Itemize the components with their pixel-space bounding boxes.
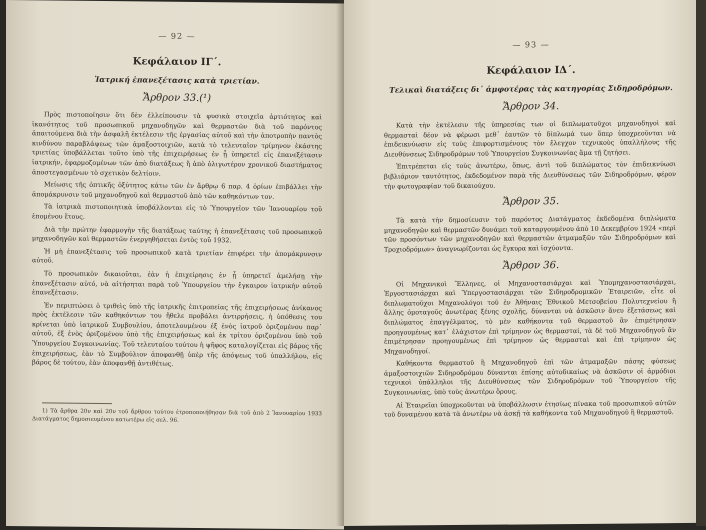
- article-heading: Ἄρθρον 33.(¹): [142, 92, 212, 105]
- article-heading: Ἄρθρον 34.: [502, 101, 560, 113]
- right-page: [344, 0, 696, 526]
- paragraph: Καθήκοντα θερμαστοῦ ἢ Μηχανοδηγοῦ ἐπὶ τῶν ἀτμαμαξῶν πάσης φύσεως ἁμαξοστοιχιῶν Σιδηροδρόμου δύνανται ἐπίσης αὐτοδικαίως νὰ ἀσκῶσιν οἱ ἁρμόδιοι τεχνικοὶ ὑπάλληλοι τῆς Διευθύνσεως τῶν Σιδηροδρόμων τοῦ Ὑπουργείου τῆς Συγκοινωνίας, ὑπὸ τοὺς ἀνωτέρω ὅρους.: [384, 357, 676, 397]
- page-number: — 92 —: [158, 31, 196, 41]
- paragraph: Τὰ ἰατρικὰ πιστοποιητικὰ ὑποβάλλονται εἰς τὸ Ὑπουργεῖον τῶν Ἰανουαρίου τοῦ ἑπομένου ἔτους.: [32, 202, 322, 221]
- paragraph: Τὰ κατὰ τὴν δημοσίευσιν τοῦ παρόντος Διατάγματος ἐκδεδομένα διπλώματα μηχανοδηγῶν καὶ θερμαστῶν δυνάμει τοῦ καταργουμένου ἀπὸ 10 Δεκεμβρίου 1924 «περὶ τῶν προσόντων τῶν μηχανοδηγῶν καὶ θερμαστῶν ἀτμαμαξῶν τῶν Σιδηροδρόμων καὶ Τροχιοδρόμων» ἀναγνωρίζονται ὡς ἔγκυρα καὶ ἰσχύοντα.: [384, 214, 676, 254]
- article-heading: Ἄρθρον 35.: [502, 196, 560, 208]
- paragraph: Οἱ Μηχανικοὶ Ἕλληνες, οἱ Μηχανοστασιάρχαι καὶ Ὑπομηχανοστασιάρχαι, Ἐργοστασιάρχαι καὶ Ὑπεργοστασιάρχαι τῶν Σιδηροδρομικῶν Ἑταιρειῶν, εἶτε οἱ διπλωματοῦχοι Μηχανολόγοι τοῦ ἐν Ἀθήναις Ἐθνικοῦ Μετσοβείου Πολυτεχνείου ἢ ἄλλης ὁμοταγοῦς ἀνωτέρας ξένης σχολῆς, δύνανται νὰ ἀσκῶσιν ἄνευ ἐξετάσεως καὶ διπλώματος ἐπαγγέλματος, τὸ μὲν καθήκοντα τοῦ θερμαστοῦ ἂν ἐπιμέτρησαν προηγουμένως κατ᾿ ἐλάχιστον ἐπὶ τρίμηνον ὡς θερμασταί, τὰ δὲ τοῦ Μηχανοδηγοῦ ἂν ἐπιμέτρησαν προηγουμένως ἐπὶ τρίμηνον ὡς θερμασταὶ καὶ ἐπὶ τρίμηνον ὡς Μηχανοδηγοί.: [384, 277, 676, 356]
- paragraph: Ἐν περιπτώσει ὁ τριθεὶς ὑπὸ τῆς ἰατρικῆς ἐπιτροπείας τῆς ἐπιχειρήσεως ἀνίκανος πρὸς ἐκτέλεσιν τῶν καθηκόντων του ἤθελε προβάλει ἀντιρρήσεις, ἡ ὑπόθεσις του κρίνεται ὑπὸ ἰατρικοῦ Συμβουλίου, ἀποτελουμένου ἐξ ἑνὸς ἰατροῦ ὁριζομένου παρ᾿ αὐτοῦ, ἐξ ἑνὸς ὁριζομένου ὑπὸ τῆς ἐπιχειρήσεως καὶ ἐκ τρίτου ὁριζομένου ὑπὸ τοῦ Ὑπουργείου Συγκοινωνίας. Τοῦ τελευταίου τούτου ἡ ψῆφος καταλογίζεται εἰς βάρος τῆς ἐπιχειρήσεως, ἐὰν τὸ Συμβούλιον ἀποφανθῇ ὑπὲρ τῆς ἀπόψεως τοῦ ὑπαλλήλου, εἰς βάρος δὲ τούτου, ἐὰν ἀποφανθῇ ἀντιθέτως.: [32, 301, 322, 369]
- page-number: — 93 —: [512, 40, 550, 50]
- article-heading: Ἄρθρον 36.: [502, 259, 560, 272]
- paragraph: Κατὰ τὴν ἐκτέλεσιν τῆς ὑπηρεσίας των οἱ διπλωματοῦχοι μηχανοδηγοὶ καὶ θερμασταὶ δέον νὰ φέρωσι μεθ᾿ ἑαυτῶν τὸ δίπλωμά των ὅπερ ὑποχρεοῦνται νὰ ἐπιδεικνύωσιν εἰς τοὺς ἐπιφορτισμένους τὸν ἔλεγχον τεχνικοὺς ὑπαλλήλους τῆς Διευθύνσεως Σιδηροδρόμων τοῦ Ὑπουργείου Συγκοινωνίας ἅμα τῇ ζητήσει.: [384, 119, 676, 159]
- footnote-divider: [42, 402, 112, 404]
- footnote: 1) Τὰ ἄρθρα 20ν καὶ 20ν τοῦ ἄρθρου τούτου ἐτροποποιήθησαν διὰ τοῦ ἀπὸ 2 Ἰανουαρίου 1933 Διατάγματος δημοσιευμένου κατωτέρω εἰς σελ. 96.: [32, 408, 322, 424]
- paragraph: Αἱ Ἑταιρεῖαι ὑποχρεοῦνται νὰ ὑποβάλλωσιν ἑτησίως πίνακα τοῦ προσωπικοῦ αὐτῶν τοῦ δυναμένου κατὰ τὰ ἀνωτέρω νὰ ἀσκῇ τὰ καθήκοντα τοῦ Μηχανοδηγοῦ ἢ θερμαστοῦ.: [384, 398, 676, 419]
- paragraph: Ἐπιτρέπεται εἰς τοὺς ἀνωτέρω, ὅπως, ἀντὶ τοῦ διπλώματος τὸν ἐπιδεικνύωσι βιβλιάριον ταυτότητος, ἐκδεδομένον παρὰ τῆς Διευθύνσεως τῶν Σιδηροδρόμων, φέρον τὴν φωτογραφίαν τοῦ δικαιούχου.: [384, 160, 676, 191]
- chapter-subtitle: Τελικαὶ διατάξεις δι᾿ ἀμφοτέρας τὰς κατηγορίας Σιδηροδρόμων.: [389, 83, 673, 95]
- chapter-title: Κεφάλαιον ΙΓ΄.: [132, 56, 222, 69]
- paragraph: Ἡ μὴ ἐπανεξέτασις τοῦ προσωπικοῦ κατὰ τριετίαν ἐπιφέρει τὴν ἀπομάκρυνσιν αὐτοῦ.: [32, 247, 322, 265]
- paragraph: Μείωσις τῆς ὀπτικῆς ὀξύτητος κάτω τῶν ἐν ἄρθρῳ 6 παρ. 4 ὁρίων ἐπιβάλλει τὴν ἀπομάκρυνσιν τοῦ μηχανοδηγοῦ καὶ θερμαστοῦ ἀπὸ τῶν καθηκόντων τον.: [32, 180, 322, 201]
- chapter-subtitle: Ἰατρική ἐπανεξέτασις κατὰ τριετίαν.: [94, 74, 260, 86]
- chapter-title: Κεφάλαιον ΙΔ΄.: [486, 64, 576, 77]
- paragraph: Διὰ τὴν πρώτην ἐφαρμογὴν τῆς διατάξεως ταύτης ἡ ἐπανεξέτασις τοῦ προσωπικοῦ μηχανοδηγῶν καὶ θερμαστῶν ἐνεργηθήσεται ἐντὸς τοῦ 1932.: [32, 224, 322, 245]
- paragraph: Τὸ προσωπικὸν δικαιοῦται, ἐὰν ἡ ἐπιχείρησις ἐν ᾗ ὑπηρετεῖ ἀμελήσῃ τὴν ἐπανεξέτασιν αὐτό, νὰ αἰτήσηται παρὰ τοῦ Ὑπουργείου τὴν ἔγκαιρον ἰατρικὴν αὐτοῦ ἐπανεξέτασιν.: [32, 269, 322, 297]
- paragraph: Πρὸς πιστοποίησιν ὅτι δὲν ἐλλείπουσιν τὰ φυσικὰ στοιχεῖα ἀρτιότητος καὶ ἱκανότητος τοῦ προσωπικοῦ μηχανοδηγῶν καὶ θερμαστῶν διὰ τοῦ παρόντος ἀπαιτούμενα διὰ τὴν ἀσφαλῆ ἐκτέλεσιν τῆς ἐργασίας αὐτοῦ καὶ τὴν ἀποτροπὴν παντὸς κινδύνου παραβλάψεως τῶν ἀμαξοστοιχιῶν, κατὰ τὸ τελευταῖον τρίμηνον ἑκάστης τριετίας ὑποβάλλεται τοῦτο ὑπὸ τῆς ἐπιχειρήσεως ἐν ᾗ ὑπηρετεῖ εἰς ἐπανεξέτασιν ἰατρικήν, ἐφαρμοζομένων τῶν ἀπὸ διατάξεως ἢ ἀπὸ ὀλιγωτέρον χρονικοῦ διαστήματος ἀποστεγασμένων τὸ σχετικὸν δελτίοιν.: [32, 110, 322, 178]
- left-page: [6, 0, 344, 530]
- page-edge: [696, 0, 706, 526]
